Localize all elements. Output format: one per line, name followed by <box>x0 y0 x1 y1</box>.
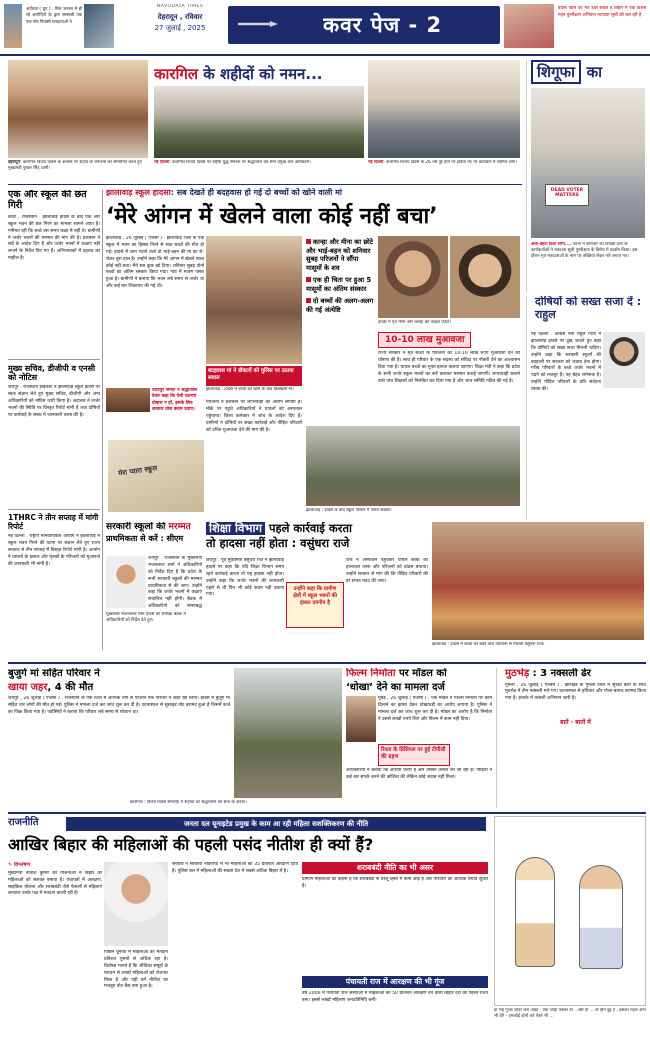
sarkari-section <box>106 522 202 660</box>
shigufa-caption-text: पटना में शनिवार को विपक्षी दलों के कार्यकर्ताओं ने मतदाता सूची पुनरीक्षण के विरोध में प्रदर्शन किया। इस दौरान मृत मतदाताओं के नाम पर तख्तियां लेकर नारे लगाए गए। <box>531 242 638 260</box>
sharab-box <box>302 862 488 972</box>
jhalawar-kicker: झालावाड़ स्कूल हादसा <box>106 188 171 197</box>
rajniti-band <box>8 816 488 832</box>
shigufa-title-row <box>531 60 646 84</box>
sarkari-headline <box>106 522 202 532</box>
bullet-icon <box>306 277 311 282</box>
jhalawar-bullet-1-text: कान्हा और मीना का छोटे और भाई-बहन को शनिवार सुबह परिजनों ने सौंपा मासूमों के शव <box>306 238 374 272</box>
jhalawar-mother-red-caption-text: बदहवास मां ने डॉक्टरों को पुलिस पर उठाया सवाल <box>208 368 294 382</box>
shiksha-pullquote <box>286 582 344 628</box>
jhalawar-bullet-2-text: एक ही चिता पर हुआ 5 मासूमों का अंतिम संस्कार <box>306 276 372 293</box>
film-body: मुंबई , 26 जुलाई ( एजेंसी ) . एक मॉडल ने फिल्म निर्माता पर काम दिलाने का झांसा देकर धोखाधड़ी का आरोप लगाया है। पुलिस ने मामला दर्ज कर जांच शुरू कर दी है। मॉडल का आरोप है कि निर्माता ने उससे लाखों रुपये लिए और फिल्म में काम नहीं दिया। <box>378 696 492 722</box>
rahul-body: नई दिल्ली . कांग्रेस नेता राहुल गांधी ने झालावाड़ हादसे पर दुख जताते हुए कहा कि दोषियों को सख्त सजा मिलनी चाहिए। उन्होंने कहा कि सरकारी स्कूलों की बदहाली पर सरकार को जवाब देना होगा। गरीब परिवारों के बच्चे जर्जर भवनों में पढ़ने को मजबूर हैं। यह बेहद शर्मनाक है। उन्होंने पीड़ित परिवारों के प्रति संवेदना व्यक्त की। <box>531 332 601 393</box>
jhalawar-body-2: परिजनों ने प्रशासन पर लापरवाही का आरोप लगाया है। मौके पर पहुंचे अधिकारियों ने घायलों को अस्पताल पहुंचाया। जिला कलेक्टर ने जांच के आदेश दिए हैं। ग्रामीणों ने दोषियों पर सख्त कार्रवाई और पीड़ित परिवारों को उचित मुआवजा देने की मांग की है। <box>206 400 302 433</box>
film-body-2: अधिकारियों ने बताया कि आरोपी फरार है और उसकी तलाश की जा रही है। पीड़िता ने कई बार संपर्क करने की कोशिश की लेकिन कोई जवाब नहीं मिला। <box>346 768 492 780</box>
jhalawar-inset-photo <box>106 388 150 412</box>
jhalawar-bullets <box>306 238 376 378</box>
shigufa-caption-title: अंधा-बहरा दिला सरेंग.... <box>531 242 572 247</box>
rajniti-deck-text: जनता दल यूनाइटेड प्रमुख के काम आ रही महिला सशक्तिकरण की नीति <box>183 820 369 828</box>
muthbhed-body: गुमला , 26 जुलाई ( एजेंसी ) . झारखंड के गुमला जिले में सुरक्षा बलों के साथ मुठभेड़ में तीन नक्सली मारे गए। घटनास्थल से हथियार और गोला-बारूद बरामद किया गया है। इलाके में तलाशी अभियान जारी है। <box>505 682 646 702</box>
kargil-caption-2 <box>154 160 364 180</box>
rahul-section <box>526 296 646 520</box>
sharab-body: ग्रामीण महिलाओं का कहना है कि शराबबंदी से घरेलू हिंसा में कमी आई है और परिवारों की आर्थिक स्थिति सुधरी है। <box>302 877 488 890</box>
rajniti-deck <box>66 817 486 831</box>
masthead-banner <box>228 6 500 44</box>
shigufa-sign-text: DEAD VOTER MATTERS <box>550 188 584 199</box>
kargil-caption-1-title: देहरादून <box>8 160 21 165</box>
shiksha-headline <box>206 522 428 535</box>
rajniti-byline-text: विश्लेषण <box>13 862 30 868</box>
vasundhara-photo-caption: झालावाड़ : हादसे में बच्चों को खोने वाले परिजनों से मिलती वसुंधरा राजे। <box>432 642 545 647</box>
shiksha-pullquote-text: उन्होंने कहा कि ग्रामीण क्षेत्रों में स्कूल भवनों की हालत दयनीय है <box>293 586 337 606</box>
film-headline-red: फिल्म निर्माता <box>346 668 396 679</box>
kargil-caption-2-title: नई दिल्ली <box>154 160 170 165</box>
city-day: देहरादून , रविवार <box>157 13 203 22</box>
banner-arrow-icon <box>238 21 278 27</box>
jhalawar-letter-photo <box>108 440 204 512</box>
cartoon-figure-2 <box>579 865 623 969</box>
masthead-center <box>140 4 220 46</box>
mid-rule <box>8 662 646 664</box>
kargil-photo-3 <box>368 60 520 158</box>
masthead-rule <box>0 54 650 56</box>
film-headline-rest: पर मॉडल को <box>395 668 447 679</box>
sarkari-headline-red: सरकारी स्कूलों की <box>106 522 166 532</box>
rajniti-body-1: मुख्यमंत्री नीतीश कुमार की योजनाओं ने बिहार की महिलाओं को सशक्त बनाया है। पंचायतों में आरक्षण, साइकिल योजना और शराबबंदी जैसे फैसलों से महिलाएं लगातार उनके पक्ष में मतदान करती रही हैं। <box>8 870 102 897</box>
bullet-icon <box>306 239 311 244</box>
cartoon-caption: हां भई गुजर जोड़ी जरा जोड़ा - एक जोड़ा पक्का तो ...बस हो ... वो दीन दुई है , इसका पहल आप भी देंगे - हमकोई दोनों करे पेश्ते भी ... <box>494 1008 646 1020</box>
rahul-photo <box>603 332 645 388</box>
jhalawar-section <box>106 188 520 518</box>
shigufa-caption <box>531 242 645 290</box>
rajniti-label: राजनीति <box>8 817 39 828</box>
shiksha-headline-red: शिक्षा विभाग <box>206 522 265 535</box>
panchayat-body: वर्ष 2006 में पंचायती राज संस्थाओं में महिलाओं को 50 प्रतिशत आरक्षण देने वाला बिहार देश का पहला राज्य बना। इससे लाखों महिलाएं जनप्रतिनिधि बनीं। <box>302 991 488 1004</box>
film-headline <box>346 668 492 680</box>
compensation-heading: 10-10 लाख मुआवजा <box>378 332 471 348</box>
thar-body: नई दिल्ली . राष्ट्रीय मानवाधिकार आयोग ने झालावाड़ में स्कूल भवन गिरने की घटना पर संज्ञान लेते हुए राज्य सरकार से तीन सप्ताह में विस्तृत रिपोर्ट मांगी है। आयोग ने घायलों के इलाज और मृतकों के परिजनों को मुआवजे की जानकारी भी मांगी है। <box>8 534 100 568</box>
panchayat-box <box>302 976 488 1038</box>
rajniti-col-1 <box>8 862 102 1038</box>
jhalawar-bullet-3 <box>306 297 376 314</box>
kargil-soldiers-photo <box>234 668 342 798</box>
rajniti-byline <box>8 862 102 869</box>
muthbhed-headline <box>501 668 646 680</box>
jhalawar-mother-photo <box>206 236 302 364</box>
rajniti-body-3: सरकार ने सरकारी नौकरियों में भी महिलाओं को 35 प्रतिशत आरक्षण दिया है। पुलिस बल में महिलाओं की संख्या देश में सबसे अधिक बिहार में है। <box>172 862 298 874</box>
issue-date: 27 जुलाई , 2025 <box>154 23 206 32</box>
masthead-right-photo <box>504 4 554 48</box>
jhalawar-bullet-3-text: दो बच्चों की अलग-अलग की गई अंत्येष्टि <box>306 297 374 314</box>
jhalawar-mother-caption: झालावाड़ : हादसे में बच्चों को खोने के बाद बिलखती मां। <box>206 387 294 392</box>
rajniti-body-2: पिछले चुनावों में महिलाओं का मतदान प्रतिशत पुरुषों से अधिक रहा है। विशेषज्ञ मानते हैं कि जीविका समूहों के माध्यम से लाखों महिलाओं को रोजगार मिला है और यही वर्ग नीतीश का मजबूत वोट बैंक बना हुआ है। <box>104 950 168 990</box>
kargil-photo-1 <box>8 60 148 158</box>
bujurg-headline-line2 <box>8 682 230 694</box>
ekaur-headline: एक और स्कूल की छत गिरी <box>8 190 87 211</box>
kargil-caption-3 <box>368 160 520 180</box>
jhalawar-scene-caption: झालावाड़ : हादसे के बाद स्कूल परिसर में पसरा सन्नाटा। <box>306 508 392 513</box>
masthead-left-photo <box>4 4 22 48</box>
sarkari-photo-caption: मुख्यमंत्री भजनलाल शर्मा हादसे की समीक्षा बैठक में अधिकारियों को निर्देश देते हुए। <box>106 612 186 624</box>
left-column <box>8 190 100 650</box>
bujurg-headline-end: , 4 की मौत <box>47 681 94 693</box>
kargil-bottom-rule <box>8 184 522 185</box>
bujurg-headline: बुजुर्ग मां सहित परिवार ने <box>8 668 100 679</box>
thar-headline: 1THRC ने तीन सप्ताह में मांगी रिपोर्ट <box>8 513 99 531</box>
kargil-photo-2 <box>154 86 364 158</box>
film-headline-2: ‘धोखा’ देने का मामला दर्ज <box>346 681 445 693</box>
shigufa-section <box>526 60 646 292</box>
left-divider-1 <box>8 359 100 360</box>
muthbhed-section <box>496 668 646 808</box>
jhalawar-body-1: झालावाड़ , 26 जुलाई ( एजेंसी ) . झालावाड़ जिले के एक स्कूल में भवन का हिस्सा गिरने से सात बच्चों की मौत हो गई। हादसे में जान गंवाने वाले दो भाई-बहन की मां का रो-रोकर बुरा हाल है। उन्होंने कहा कि मेरे आंगन में खेलने वाला कोई नहीं बचा। मैंने सब कुछ खो दिया। शनिवार सुबह दोनों बच्चों का अंतिम संस्कार किया गया। गांव में मातम पसरा हुआ है। ग्रामीणों ने बताया कि भवन लंबे समय से जर्जर था और कई बार शिकायत की गई थी। <box>106 236 204 290</box>
masthead-left-teaser: अयोध्या ( ग्रुप ) . मिल जनरल में हो रहे आरोपितों के द्वारा सरस्वती तक एक गांव निवासी मतदाताओं ने <box>26 6 82 24</box>
pen-icon: ✎ <box>8 862 14 868</box>
masthead <box>0 0 650 52</box>
kargil-headline-part2: के शहीदों को नमन... <box>198 65 323 83</box>
cartoon <box>494 816 646 1006</box>
ekaur-body: कोटा , राजस्थान . झालावाड़ हादसे के बाद एक और स्कूल भवन की छत गिरने का मामला सामने आया है। गनीमत रही कि बच्चे उस समय कक्षा में नहीं थे। ग्रामीणों ने जर्जर भवनों की मरम्मत की मांग की है। प्रशासन ने सर्वे के आदेश दिए हैं और जर्जर भवनों में कक्षाएं नहीं लगाने के निर्देश दिए गए हैं। अभिभावकों में दहशत का माहौल है। <box>8 214 100 262</box>
shiksha-body-1: जयपुर . पूर्व मुख्यमंत्री वसुंधरा राजे ने झालावाड़ हादसे पर कहा कि यदि शिक्षा विभाग समय रहते कार्रवाई करता तो यह हादसा नहीं होता। उन्होंने कहा कि जर्जर भवनों की जानकारी पहले से थी फिर भी कोई कदम नहीं उठाया गया। <box>206 558 284 598</box>
nitish-photo <box>104 862 168 946</box>
jhalawar-kid-photo-2 <box>450 236 520 318</box>
shigufa-title-suffix: का <box>586 63 602 81</box>
jhalawar-mother-red-caption <box>206 366 302 386</box>
kargil-caption-2-text: : कारगिल विजय दिवस पर राष्ट्रीय युद्ध स्मारक पर श्रद्धांजलि देते सेना प्रमुख और अधिकारी। <box>169 160 311 165</box>
notice-headline: मुख्य सचिव, डीजीपी व एनसी को नोटिस <box>8 363 96 383</box>
bujurg-headline-red: खाया जहर <box>8 681 48 693</box>
jhalawar-deck: : सब देखते ही बदहवास हो गई दो बच्चों को खोने वाली मां <box>170 188 342 197</box>
cartoon-title: बातें - बातों में <box>560 718 591 726</box>
film-redbox <box>378 744 450 766</box>
sharab-heading: शराबबंदी नीति का भी असर <box>302 862 488 874</box>
jhalawar-kids-caption: हादसे में मृत मीना और कान्हा की फाइल फोटो। <box>378 320 451 325</box>
masthead-right-teaser: वोटर्स पहले का मत डाल सकते हैं बिहार में एक विशेष गहन पुनरीक्षण अभियान मतदाता सूची की चल रही है <box>558 6 646 18</box>
shiksha-headline-2: तो हादसा नहीं होता : वसुंधरा राजे <box>206 536 350 551</box>
kargil-caption-3-title: नई दिल्ली <box>368 160 384 165</box>
lower-rule <box>8 812 646 814</box>
kargil-section <box>8 60 520 180</box>
muthbhed-headline-red: मुठभेड़ <box>505 668 530 679</box>
jhalawar-scene-photo <box>306 426 520 506</box>
sarkari-headline-red2: मरम्मत <box>165 522 191 532</box>
kargil-caption-1-text: : कारगिल विजय दिवस के अवसर पर शहीद के परिजनों को सम्मानित करते हुए मुख्यमंत्री पुष्कर सिंह धामी। <box>8 160 142 172</box>
page-title: कवर पेज - 2 <box>323 13 443 37</box>
bujurg-body: जयपुर , 26 जुलाई ( एजेंसी ) . राजस्थान के एक जिले में आर्थिक तंगी से परेशान एक परिवार ने जहर खा लिया। हादसे में बुजुर्ग मां सहित चार लोगों की मौत हो गई। पुलिस ने मामला दर्ज कर जांच शुरू कर दी है। घटनास्थल से सुसाइड नोट बरामद हुआ है जिसमें कर्ज का जिक्र किया गया है। पड़ोसियों ने बताया कि परिवार लंबे समय से परेशान था। <box>8 696 230 715</box>
shiksha-headline-rest: पहले कार्रवाई करता <box>264 522 352 535</box>
compensation-body: राज्य सरकार ने मृत बच्चों के परिजनों को 10-10 लाख रुपये मुआवजा देने की घोषणा की है। साथ ही परिवार के एक सदस्य को संविदा पर नौकरी देने का आश्वासन दिया गया है। घायल बच्चों का मुफ्त इलाज कराया जाएगा। शिक्षा मंत्री ने कहा कि प्रदेश के सभी जर्जर स्कूल भवनों का सर्वे कराकर मरम्मत कराई जाएगी। लापरवाही बरतने वाले पांच शिक्षकों को निलंबित कर दिया गया है और जांच समिति गठित की गई है। <box>378 351 520 384</box>
rahul-headline: दोषियों को सख्त सजा दें : राहुल <box>535 296 642 321</box>
shiksha-body-2: राजे ने अस्पताल पहुंचकर घायल बच्चों का हालचाल जाना और परिजनों को ढांढस बंधाया। उन्होंने सरकार से मांग की कि पीड़ित परिवारों की हर संभव मदद की जाए। <box>346 558 428 584</box>
notice-body: जयपुर . राजस्थान हाईकोर्ट ने झालावाड़ स्कूल हादसे पर स्वतः संज्ञान लेते हुए मुख्य सचिव, डीजीपी और अन्य अधिकारियों को नोटिस जारी किया है। अदालत ने जर्जर भवनों की स्थिति पर विस्तृत रिपोर्ट मांगी है तथा दोषियों पर कार्रवाई के संबंध में जानकारी तलब की है। <box>8 385 100 418</box>
kargil-caption-3-text: : कारगिल विजय दिवस के 26 वर्ष पूरे होने पर इंडिया गेट पर कार्यक्रम में शामिल लोग। <box>383 160 517 165</box>
compensation-box <box>378 332 520 424</box>
shigufa-sign <box>545 184 589 206</box>
rajniti-headline: आखिर बिहार की महिलाओं की पहली पसंद नीतीश ही क्यों हैं? <box>8 835 374 854</box>
shiksha-section <box>206 522 428 660</box>
film-redbox-text: रिश्ता के प्रिंसिपल पर हुई टीपीसी की ग्रहण <box>381 747 446 761</box>
cartoon-figure-1 <box>515 857 555 967</box>
masthead-left-photo2 <box>84 4 114 48</box>
sarkari-body: जयपुर . राजस्थान के मुख्यमंत्री भजनलाल शर्मा ने अधिकारियों को निर्देश दिए हैं कि प्रदेश के सभी सरकारी स्कूलों की मरम्मत प्राथमिकता से की जाए। उन्होंने कहा कि जर्जर भवनों में कक्षाएं संचालित नहीं होंगी। बैठक में अधिकारियों को समयबद्ध <box>148 556 202 610</box>
bullet-icon <box>306 298 311 303</box>
jhalawar-letter-text: मेरा प्यारा स्कूल <box>117 464 158 478</box>
vasundhara-photo <box>432 522 644 640</box>
film-photo <box>346 696 376 742</box>
left-divider-2 <box>8 509 100 510</box>
jhalawar-headline: ‘मेरे आंगन में खेलने वाला कोई नहीं बचा’ <box>106 204 438 229</box>
jhalawar-deck-row <box>106 188 520 200</box>
muthbhed-headline-rest: : 3 नक्सली ढेर <box>529 668 591 679</box>
jhalawar-bullet-1 <box>306 238 376 272</box>
bujurg-section <box>8 668 230 808</box>
jhalawar-bullet-2 <box>306 276 376 293</box>
jhalawar-kid-photo-1 <box>378 236 448 318</box>
panchayat-heading: पंचायती राज में आरक्षण की भी गूंज <box>302 976 488 988</box>
jhalawar-inset-caption: उदयपुर जनता ने श्रद्धांजलि देकर कहा कि ऐसी घटनाएं दोबारा न हों, इसके लिए सरकार ठोस कदम उठाए। <box>152 388 198 413</box>
kargil-headline-part1: कारगिल <box>154 65 199 83</box>
shigufa-title: शिगूफा <box>531 60 581 84</box>
sarkari-headline-2: प्राथमिकता से करें : सीएम <box>106 534 184 544</box>
kargil-soldiers-caption: कारगिल : विजय दिवस समारोह में शहीदों को श्रद्धांजलि देते सेना के जवान। <box>130 800 247 805</box>
kargil-caption-1 <box>8 160 148 180</box>
film-section <box>346 668 492 808</box>
shigufa-photo <box>531 88 645 238</box>
paper-name: NAVODAYA TIMES <box>156 4 204 9</box>
cm-photo <box>106 556 146 608</box>
left-column-rule <box>102 190 103 650</box>
